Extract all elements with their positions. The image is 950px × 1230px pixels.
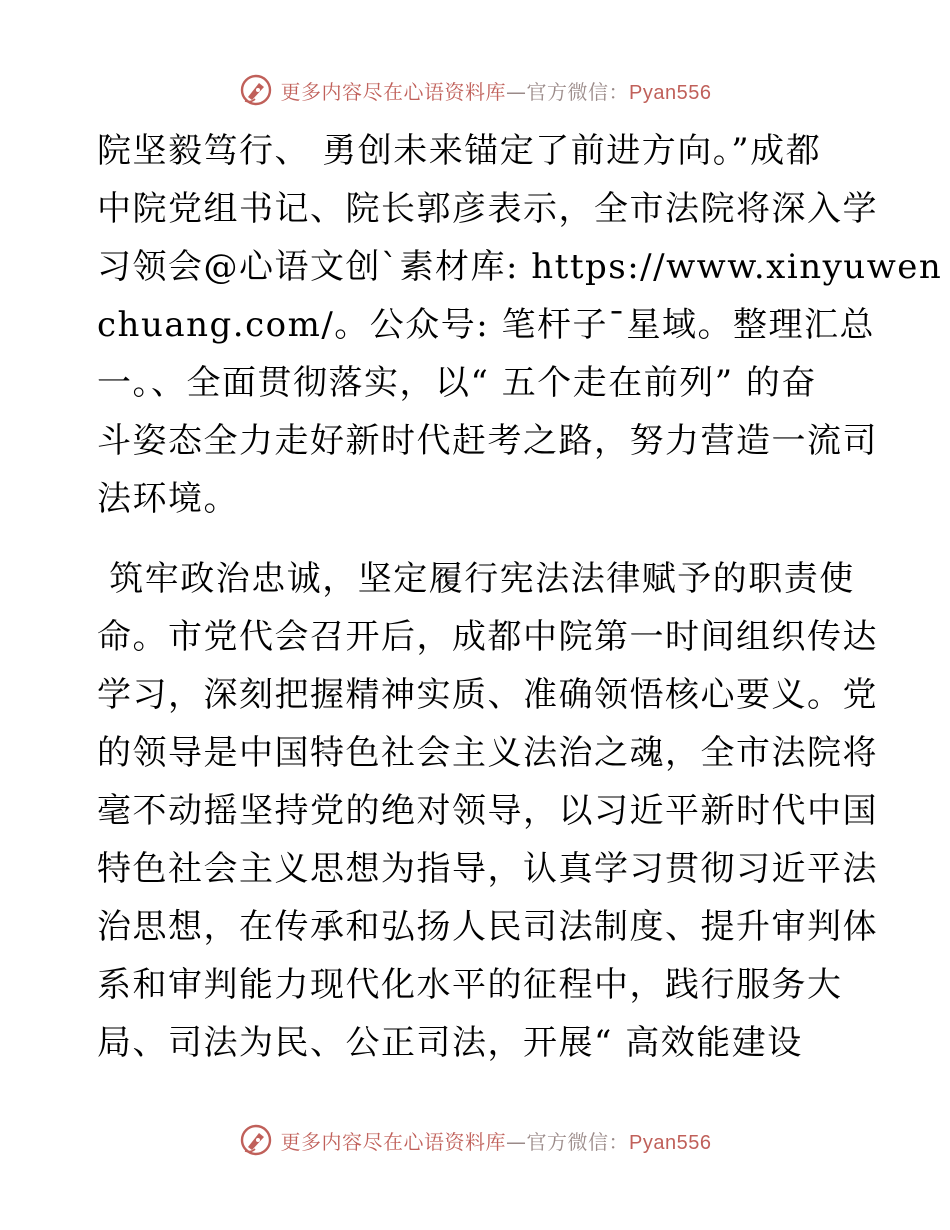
pen-nib-circle-logo-icon: [239, 73, 273, 107]
footer-wechat-label: 官方微信：: [526, 1129, 630, 1154]
paragraph-gap: [97, 528, 857, 550]
text-line: 的领导是中国特色社会主义法治之魂，全市法院将: [97, 733, 878, 773]
text-line: 命。市党代会召开后，成都中院第一时间组织传达: [97, 617, 878, 657]
text-line: 习领会@心语文创`素材库: https://www.xinyuwen: [97, 247, 943, 287]
footer-banner-inner: [239, 1123, 712, 1157]
text-line: 斗姿态全力走好新时代赶考之路，努力营造一流司: [97, 421, 878, 461]
text-line: 中院党组书记、院长郭彦表示，全市法院将深入学: [97, 189, 878, 229]
text-line: 一。、全面贯彻落实，以“ 五个走在前列” 的奋: [97, 363, 817, 403]
header-site-text: 更多内容尽在心语资料库: [280, 79, 507, 104]
header-banner: [0, 70, 950, 110]
footer-banner-text: [281, 1126, 712, 1155]
text-line: 治思想，在传承和弘扬人民司法制度、提升审判体: [97, 907, 878, 947]
text-line: 筑牢政治忠诚，坚定履行宪法法律赋予的职责使: [97, 559, 855, 599]
header-separator: —: [506, 79, 527, 104]
text-line: 局、司法为民、公正司法，开展“ 高效能建设: [97, 1023, 803, 1063]
text-line: 学习，深刻把握精神实质、准确领悟核心要义。党: [97, 675, 878, 715]
footer-wechat-id: Pyan556: [629, 1131, 712, 1154]
text-line: 院坚毅笃行、 勇创未来锚定了前进方向。”成都: [97, 131, 822, 171]
paragraph-1: [97, 122, 943, 528]
paragraph-2: [97, 550, 878, 1072]
header-wechat-id: Pyan556: [629, 81, 712, 104]
pen-nib-circle-logo-icon: [239, 1123, 273, 1157]
header-wechat-label: 官方微信：: [526, 79, 630, 104]
header-banner-inner: [239, 73, 712, 107]
text-line: 系和审判能力现代化水平的征程中，践行服务大: [97, 965, 843, 1005]
footer-separator: —: [506, 1129, 527, 1154]
text-line: chuang.com/。公众号: 笔杆子¯星域。整理汇总: [97, 305, 876, 345]
header-banner-text: [281, 76, 712, 105]
footer-site-text: 更多内容尽在心语资料库: [280, 1129, 507, 1154]
text-line: 毫不动摇坚持党的绝对领导，以习近平新时代中国: [97, 791, 878, 831]
text-line: 特色社会主义思想为指导，认真学习贯彻习近平法: [97, 849, 878, 889]
document-body: [97, 122, 943, 1072]
footer-banner: [0, 1120, 950, 1160]
text-line: 法环境。: [97, 479, 239, 519]
